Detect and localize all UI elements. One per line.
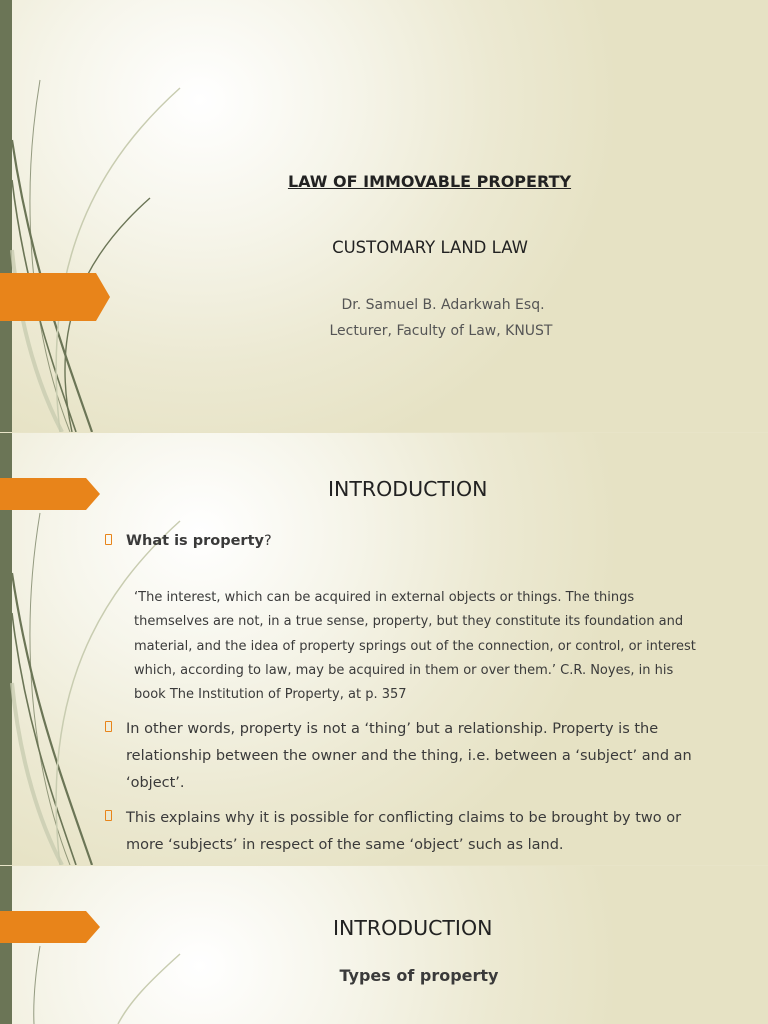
bullet-icon	[104, 720, 114, 732]
bullet-icon	[104, 809, 114, 821]
accent-tab	[0, 478, 100, 510]
bullet-line: ‘object’.	[126, 775, 185, 791]
quote-line: material, and the idea of property springs out of the connection, or control, or interest	[134, 638, 696, 654]
quote-line: ‘The interest, which can be acquired in external objects or things. The things	[134, 590, 635, 605]
quote-block	[134, 586, 734, 707]
presentation-title: LAW OF IMMOVABLE PROPERTY	[287, 172, 572, 191]
presentation-subtitle: CUSTOMARY LAND LAW	[332, 238, 528, 257]
title-slide	[0, 0, 768, 432]
decorative-swoosh	[0, 866, 200, 1024]
question-mark: ?	[263, 533, 272, 549]
bullet-icon	[104, 533, 114, 545]
quote-line: book The Institution of Property, at p. 357	[134, 687, 407, 703]
accent-tab	[0, 911, 100, 943]
bullet-text	[126, 716, 726, 797]
question-text	[126, 528, 726, 555]
introduction-slide	[0, 433, 768, 865]
slide-heading: INTRODUCTION	[333, 916, 493, 940]
bullet-line: In other words, property is not a ‘thing’ but a relationship. Property is the	[126, 721, 659, 737]
bullet-line: This explains why it is possible for conflicting claims to be brought by two or	[126, 810, 682, 826]
slide-heading: INTRODUCTION	[328, 477, 488, 501]
types-slide	[0, 866, 768, 1024]
bullet-line: relationship between the owner and the thing, i.e. between a ‘subject’ and an	[126, 748, 692, 764]
accent-tab	[0, 273, 110, 321]
quote-line: themselves are not, in a true sense, property, but they constitute its foundation and	[134, 614, 684, 630]
question-bold: What is property	[126, 533, 264, 549]
bullet-line: more ‘subjects’ in respect of the same ‘object’ such as land.	[126, 837, 564, 853]
author-name: Dr. Samuel B. Adarkwah Esq.	[341, 297, 545, 313]
bullet-text	[126, 805, 726, 859]
author-affiliation: Lecturer, Faculty of Law, KNUST	[329, 323, 553, 339]
quote-line: which, according to law, may be acquired in them or over them.’ C.R. Noyes, in his	[134, 662, 674, 678]
decorative-swoosh	[0, 0, 200, 432]
slide-subheading: Types of property	[339, 966, 499, 985]
